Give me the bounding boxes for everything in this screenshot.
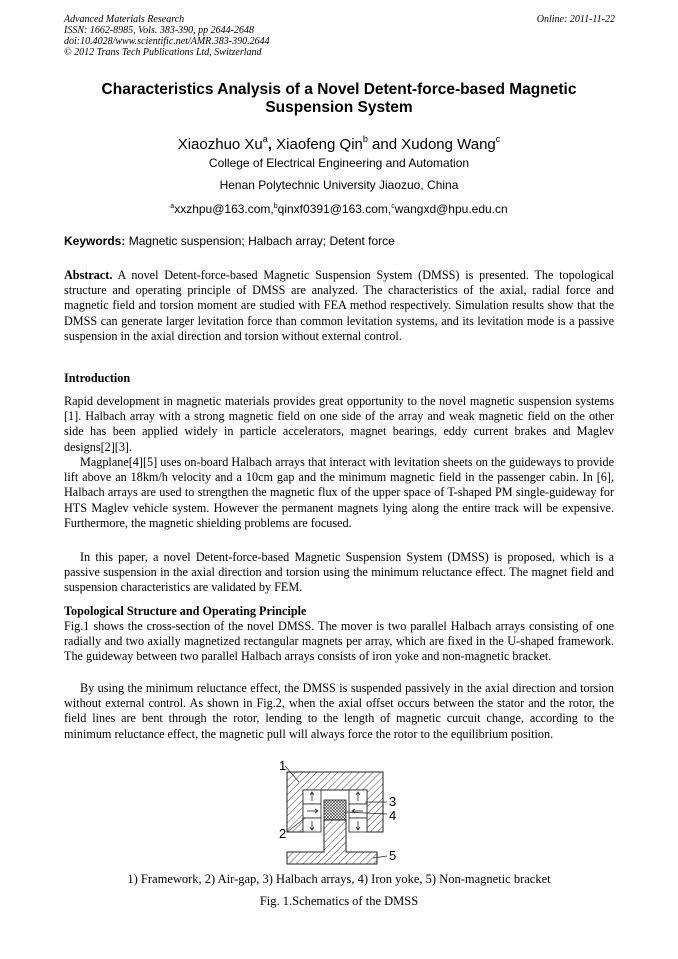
keywords-text: Magnetic suspension; Halbach array; Detent force bbox=[125, 234, 395, 248]
paper-title bbox=[64, 81, 614, 117]
intro-paragraph-1: Rapid development in magnetic materials provides great opportunity to the novel magnetic suspension systems [1]. Halbach array with a strong magnetic field on one side of the array and weak magnetic field on the other side has been applied widely in particle accelerators, magnet bearings, eddy current brakes and Maglev designs[2][3]. bbox=[64, 394, 614, 454]
email-sup: b bbox=[273, 203, 278, 210]
figure-legend: 1) Framework, 2) Air-gap, 3) Halbach arrays, 4) Iron yoke, 5) Non-magnetic bracket bbox=[127, 872, 551, 886]
author-separator: , bbox=[267, 136, 277, 153]
affiliation-university: Henan Polytechnic University Jiaozuo, China bbox=[219, 178, 459, 192]
figure-caption: Fig. 1.Schematics of the DMSS bbox=[259, 894, 419, 908]
author-sup: c bbox=[495, 134, 501, 144]
journal-header bbox=[64, 14, 615, 58]
title-line-1: Characteristics Analysis of a Novel Detent-force-based Magnetic bbox=[101, 81, 577, 98]
author-name: Xiaofeng Qin bbox=[276, 136, 363, 153]
email-sup: a bbox=[170, 203, 175, 210]
iron-yoke bbox=[324, 800, 346, 820]
author-sup: a bbox=[262, 134, 268, 144]
section-heading-topology: Topological Structure and Operating Principle bbox=[64, 604, 307, 618]
email-link[interactable]: qinxf0391@163.com bbox=[277, 202, 388, 216]
intro-paragraph-3: In this paper, a novel Detent-force-based Magnetic Suspension System (DMSS) is proposed, which is a passive suspension in the axial direction and torsion using the minimum reluctance effect. The magnet field and suspension characteristics are validated by FEM. bbox=[64, 550, 614, 595]
figure-label: 2 bbox=[279, 826, 287, 841]
section-heading-introduction: Introduction bbox=[64, 371, 131, 385]
email-separator: , bbox=[387, 202, 392, 216]
email-link[interactable]: xxzhpu@163.com bbox=[174, 202, 271, 216]
author-separator: and bbox=[367, 136, 402, 153]
author-name: Xiaozhuo Xu bbox=[177, 136, 263, 153]
author-sup: b bbox=[362, 134, 368, 144]
author-name: Xudong Wang bbox=[401, 136, 496, 153]
intro-paragraph-2: Magplane[4][5] uses on-board Halbach arrays that interact with levitation sheets on the guideways to provide lift above an 18km/h velocity and a 10cm gap and the minimum magnetic field in the passenger cabin. In [6], Halbach arrays are used to strengthen the magnetic flux of the upper space of T-shaped PM single-guideway for HTS Maglev vehicle system. However the permanent magnets lying along the entire track will be expensive. Furthermore, the magnetic shielding problems are focused. bbox=[64, 455, 614, 530]
author-list bbox=[64, 129, 614, 155]
figure-label: 1 bbox=[279, 760, 287, 773]
abstract bbox=[64, 268, 614, 344]
keywords-label: Keywords: bbox=[64, 234, 126, 248]
email-separator: , bbox=[270, 202, 274, 216]
email-link[interactable]: wangxd@hpu.edu.cn bbox=[394, 202, 508, 216]
online-date: Online: 2011-11-22 bbox=[536, 14, 615, 25]
affiliation-college: College of Electrical Engineering and Automation bbox=[208, 156, 470, 170]
halbach-array-right bbox=[349, 790, 367, 832]
figure-label: 4 bbox=[389, 808, 397, 823]
topology-paragraph-1: Fig.1 shows the cross-section of the novel DMSS. The mover is two parallel Halbach arrays consisting of one radially and two axially magnetized rectangular magnets per array, which are fixed in the U-shaped framework. The guideway between two parallel Halbach arrays consists of iron yoke and non-magnetic bracket. bbox=[64, 619, 614, 664]
abstract-label: Abstract. bbox=[64, 268, 113, 282]
author-emails bbox=[64, 200, 614, 216]
halbach-array-left bbox=[303, 790, 321, 832]
figure-label: 5 bbox=[389, 848, 397, 863]
keywords bbox=[64, 234, 614, 248]
figure-label: 3 bbox=[389, 794, 397, 809]
journal-name: Advanced Materials Research bbox=[64, 14, 185, 25]
doi-line: doi:10.4028/www.scientific.net/AMR.383-390.2644 bbox=[64, 36, 270, 47]
topology-paragraph-2: By using the minimum reluctance effect, the DMSS is suspended passively in the axial direction and torsion without external control. As shown in Fig.2, when the axial offset occurs between the stator and the rotor, the field lines are bent through the rotor, lending to the length of magnetic curcuit change, according to the minimum reluctance effect, the magnetic pull will always force the rotor to the equilibrium position. bbox=[64, 681, 614, 741]
copyright-line: © 2012 Trans Tech Publications Ltd, Switzerland bbox=[64, 47, 262, 58]
title-line-2: Suspension System bbox=[265, 99, 413, 116]
abstract-text: A novel Detent-force-based Magnetic Suspension System (DMSS) is presented. The topological structure and operating principle of DMSS are analyzed. The characteristics of the axial, radial force and magnetic field and torsion moment are studied with FEA method respectively. Simulation results show that the DMSS can generate larger levitation force than common levitation systems, and its levitation mode is a passive suspension in the axial direction and torsion without external control. bbox=[64, 268, 614, 343]
email-sup: c bbox=[391, 203, 395, 210]
figure-dmss-schematic bbox=[265, 760, 415, 872]
dmss-schematic-drawing bbox=[265, 760, 415, 872]
issn-line: ISSN: 1662-8985, Vols. 383-390, pp 2644-2648 bbox=[64, 25, 254, 36]
